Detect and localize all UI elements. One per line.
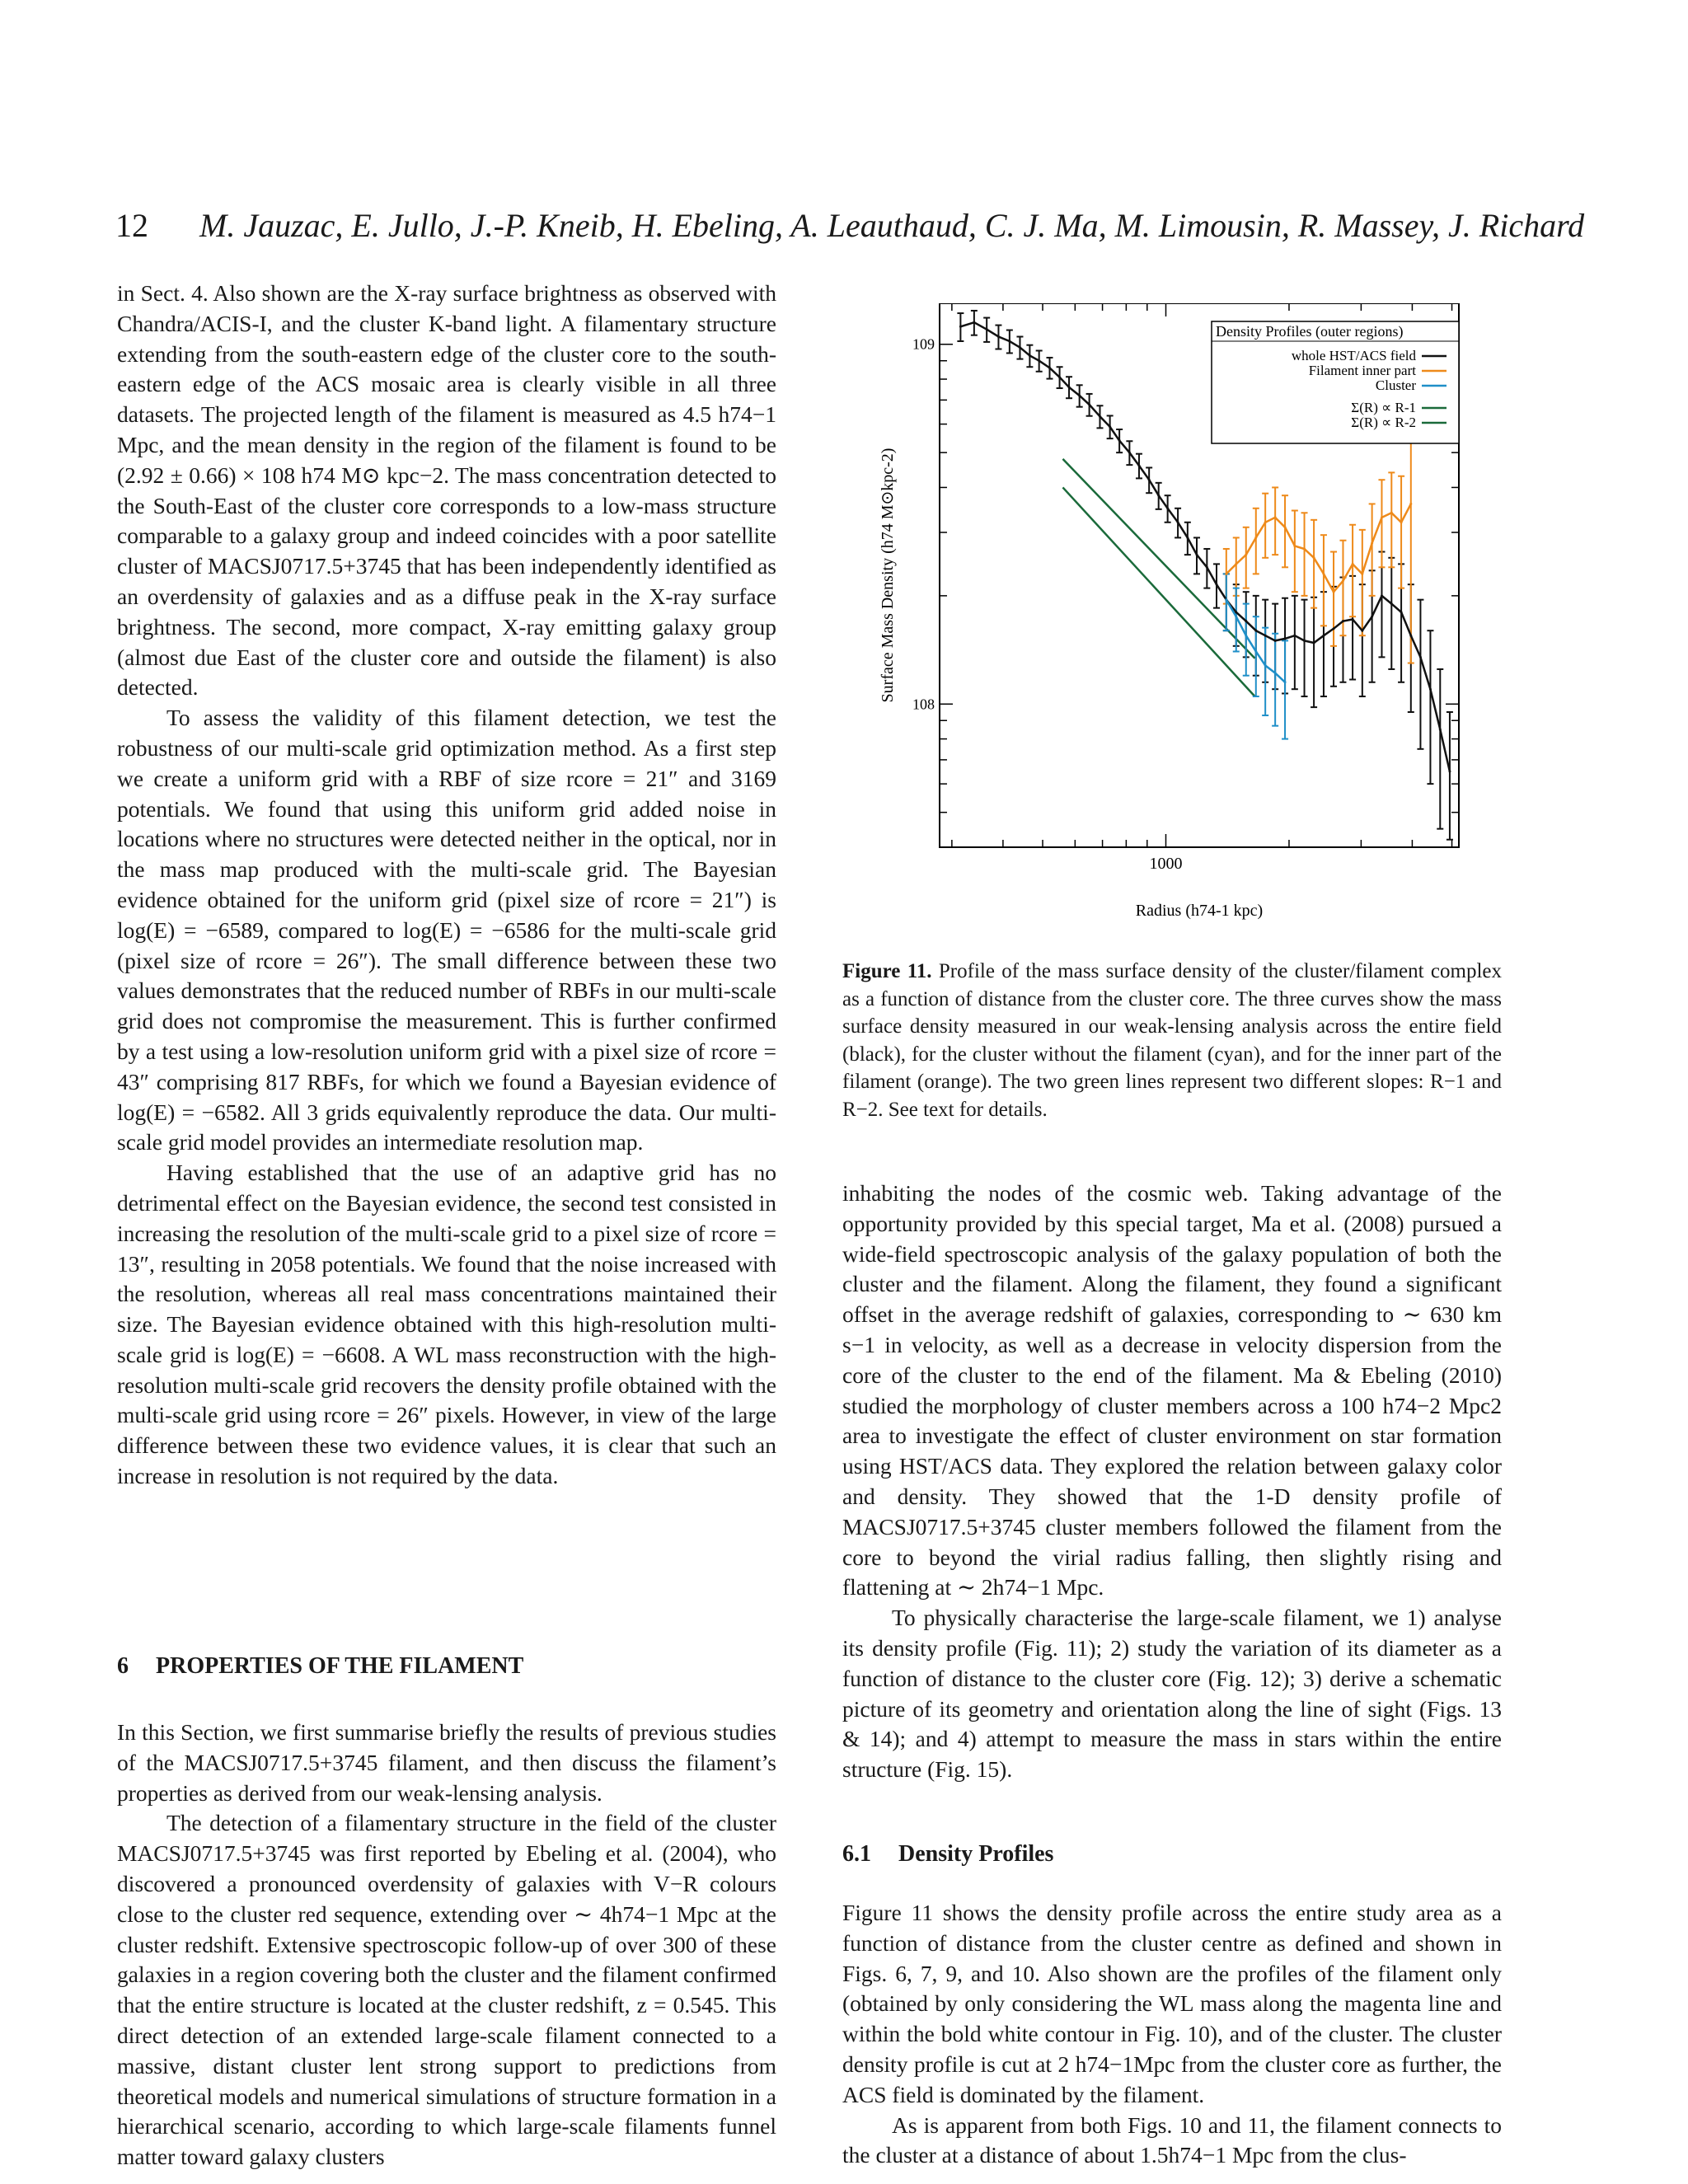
data-point <box>1148 479 1151 481</box>
data-point <box>1078 395 1081 397</box>
right-column-upper <box>842 1179 1502 1785</box>
data-point <box>1254 630 1257 632</box>
caption-text: Profile of the mass surface density of the cluster/filament complex as a function of distance from the cluster core. The three curves show the mass surface density measured in our weak-lensing analysis across the entire field (black), for the cluster without the filament (cyan), and for the inner part of the filament (orange). The two green lines represent two different slopes: R−1 and R−2. See text for details. <box>842 960 1503 1121</box>
y-axis-label: Surface Mass Density (h74 M⊙kpc-2) <box>879 448 897 703</box>
paragraph: As is apparent from both Figs. 10 and 11, the filament connects to the cluster at a distance of about 1.5h74−1 Mpc from the clus- <box>842 2111 1502 2168</box>
data-point <box>1264 521 1267 523</box>
data-point <box>1274 640 1277 642</box>
subsection-number: 6.1 <box>842 1841 871 1867</box>
y-tick-label: 108 <box>912 696 935 713</box>
data-point <box>1429 688 1432 691</box>
data-point <box>1322 573 1325 575</box>
data-point <box>1245 620 1247 622</box>
data-point <box>1058 376 1061 378</box>
data-point <box>1333 591 1335 593</box>
section-heading <box>117 1653 523 1680</box>
data-point <box>1245 635 1247 637</box>
data-point <box>1409 503 1412 505</box>
paragraph: To physically characterise the large-scale filament, we 1) analyse its density profile (Fig. 11); 2) study the variation of its diameter as a function of distance to the cluster core (Fig. 12); 3) derive a schematic picture of its geometry and orientation along the line of sight (Figs. 13 & 14); and 4) attempt to measure the mass in stars within the entire structure (Fig. 15). <box>842 1605 1502 1783</box>
data-point <box>1419 656 1422 658</box>
data-point <box>1029 354 1031 357</box>
data-point <box>1361 573 1363 575</box>
data-point <box>1254 650 1257 653</box>
data-point <box>1381 594 1383 597</box>
data-point <box>1284 637 1287 640</box>
data-point <box>1303 640 1306 642</box>
paragraph: in Sect. 4. Also shown are the X-ray surface brightness as observed with Chandra/ACIS-I, and the cluster K-band light. A filamentary structure extending from the south-eastern edge of the cluster core to the south-eastern edge of the ACS mosaic area is clearly visible in all three datasets. The projected length of the filament is measured as 4.5 h74−1 Mpc, and the mean density in the region of the filament is found to be (2.92 ± 0.66) × 108 h74 M⊙ kpc−2. The mass concentration detected to the South-East of the cluster core corresponds to a low-mass structure comparable to a galaxy group and indeed coincides with a poor satellite cluster of MACSJ0717.5+3745 that has been independently identified as an overdensity of galaxies and as a diffuse peak in the X-ray surface brightness. The second, more compact, X-ray emitting galaxy group (almost due East of the cluster core and outside the filament) is also detected. <box>117 280 776 701</box>
paragraph: Figure 11 shows the density profile across the entire study area as a function of distance from the cluster centre as defined and shown in Figs. 6, 7, 9, and 10. Also shown are the profiles of the filament only (obtained by only considering the WL mass along the magenta line and within the bold white contour in Fig. 10), and of the cluster. The cluster density profile is cut at 2 h74−1Mpc from the cluster core as further, the ACS field is dominated by the filament. <box>842 1900 1502 2107</box>
data-point <box>1225 598 1227 601</box>
figure-caption <box>842 958 1502 1124</box>
figure-11-chart <box>870 303 1504 930</box>
data-point <box>1215 583 1217 586</box>
data-point <box>1068 386 1071 388</box>
legend-title: Density Profiles (outer regions) <box>1216 323 1404 340</box>
left-column-lower <box>117 1718 776 2172</box>
paragraph: In this Section, we first summarise briefly the results of previous studies of the MACSJ0717.5+3745 filament, and then discuss the filament’s properties as derived from our weak-lensing analysis. <box>117 1719 776 1806</box>
data-point <box>1390 512 1393 514</box>
data-point <box>1177 521 1179 523</box>
paragraph: Having established that the use of an adaptive grid has no detrimental effect on the Bayesian evidence, the second test consisted in increasing the resolution of the multi-scale grid to a pixel size of rcore = 13″, resulting in 2058 potentials. We found that the noise increased with the resolution, whereas all real mass concentrations maintained their size. The Bayesian evidence obtained with this high-resolution multi-scale grid is log(E) = −6608. A WL mass reconstruction with the high-resolution multi-scale grid recovers the density profile obtained with the multi-scale grid using rcore = 26″ pixels. However, in view of the large difference between these two evidence values, it is clear that such an increase in resolution is not required by the data. <box>117 1160 776 1489</box>
data-point <box>1361 630 1363 632</box>
density-profile-plot <box>870 303 1504 930</box>
data-point <box>1371 616 1373 618</box>
data-point <box>1235 563 1237 565</box>
data-point <box>1196 554 1198 556</box>
data-point <box>1333 627 1335 630</box>
running-authors: M. Jauzac, E. Jullo, J.-P. Kneib, H. Ebeling, A. Leauthaud, C. J. Ma, M. Limousin, R. Massey, J. Richard <box>199 207 1585 244</box>
legend-entry-filament: Filament inner part <box>1308 363 1416 378</box>
data-point <box>1128 452 1131 454</box>
data-point <box>1254 537 1257 539</box>
data-point <box>1342 620 1344 622</box>
paragraph: To assess the validity of this filament detection, we test the robustness of our multi-scale grid optimization method. As a first step we create a uniform grid with a RBF of size rcore = 21″ and 3169 potentials. We found that using this uniform grid added noise in locations where no structures were detected neither in the optical, nor in the mass map produced with the multi-scale grid. The Bayesian evidence obtained for the uniform grid (pixel size of rcore = 21″) is log(E) = −6589, compared to log(E) = −6586 for the multi-scale grid (pixel size of rcore = 26″). The small difference between these two values demonstrates that the reduced number of RBFs in our multi-scale grid does not compromise the measurement. This is further confirmed by a test using a low-resolution uniform grid with a pixel size of rcore = 43″ comprising 817 RBFs, for which we found a Bayesian evidence of log(E) = −6582. All 3 grids equivalently reproduce the data. Our multi-scale grid model provides an intermediate resolution map. <box>117 705 776 1155</box>
data-point <box>1088 403 1090 405</box>
data-point <box>1371 542 1373 545</box>
paragraph: The detection of a filamentary structure in the field of the cluster MACSJ0717.5+3745 was first reported by Ebeling et al. (2004), who discovered a pronounced overdensity of galaxies with V−R colours close to the cluster red sequence, extending over ∼ 4h74−1 Mpc at the cluster redshift. Extensive spectroscopic follow-up of over 300 of these galaxies in a region covering both the cluster and the filament confirmed that the entire structure is located at the cluster redshift, z = 0.545. This direct detection of an extended large-scale filament connected to a massive, distant cluster lent strong support to predictions from theoretical models and numerical simulations of structure formation in a hierarchical scenario, according to which large-scale filaments funnel matter toward galaxy clusters <box>117 1810 776 2170</box>
data-point <box>1206 566 1208 569</box>
data-point <box>1157 494 1160 497</box>
page-number: 12 <box>115 207 148 244</box>
caption-label: Figure 11. <box>842 960 932 982</box>
subsection-heading <box>842 1841 1053 1868</box>
right-column-lower <box>842 1898 1502 2171</box>
data-point <box>1390 602 1393 605</box>
paragraph: inhabiting the nodes of the cosmic web. Taking advantage of the opportunity provided by this special target, Ma et al. (2008) pursued a wide-field spectroscopic analysis of the galaxy population of both the cluster and the filament. Along the filament, they found a significant offset in the average redshift of galaxies, corresponding to ∼ 630 km s−1 in velocity, as well as a decrease in velocity dispersion from the core of the cluster to the end of the filament. Ma & Ebeling (2010) studied the morphology of cluster members across a 100 h74−2 Mpc2 area to investigate the effect of cluster environment on star formation using HST/ACS data. They explored the relation between galaxy color and density. They showed that the 1-D density profile of MACSJ0717.5+3745 cluster members followed the filament from the core to beyond the virial radius falling, then slightly rising and flattening at ∼ 2h74−1 Mpc. <box>842 1180 1502 1601</box>
data-point <box>1400 611 1403 613</box>
data-point <box>1284 526 1287 528</box>
data-point <box>1118 439 1121 442</box>
data-point <box>1038 359 1040 362</box>
series-line <box>1226 504 1411 592</box>
x-tick-label: 1000 <box>1149 855 1183 873</box>
left-column-upper <box>117 279 776 1492</box>
subsection-title: Density Profiles <box>898 1841 1054 1867</box>
data-point <box>1409 635 1412 637</box>
data-point <box>1264 664 1267 667</box>
data-point <box>1109 425 1111 428</box>
data-point <box>1313 556 1315 559</box>
legend-entry-slope-1: Σ(R) ∝ R-1 <box>1351 400 1416 415</box>
data-point <box>1352 618 1354 621</box>
data-point <box>1137 464 1140 466</box>
data-point <box>1274 672 1277 674</box>
section-title: PROPERTIES OF THE FILAMENT <box>156 1653 524 1679</box>
legend-entry-cluster: Cluster <box>1375 377 1416 393</box>
data-point <box>1448 770 1451 772</box>
y-tick-label: 109 <box>912 335 935 353</box>
data-point <box>1313 641 1315 644</box>
data-point <box>1342 579 1344 582</box>
data-point <box>1019 346 1021 349</box>
legend-entry-whole: whole HST/ACS field <box>1291 348 1416 363</box>
data-point <box>1293 545 1296 547</box>
page-header <box>115 206 1585 255</box>
data-point <box>1400 521 1403 523</box>
data-point <box>1303 547 1306 550</box>
data-point <box>997 335 1000 338</box>
data-point <box>986 328 988 330</box>
data-point <box>1235 616 1237 618</box>
data-point <box>959 326 962 328</box>
data-point <box>1186 537 1189 539</box>
data-point <box>1008 340 1010 342</box>
data-point <box>1284 681 1287 683</box>
data-point <box>1048 367 1051 369</box>
data-point <box>1225 573 1227 575</box>
data-point <box>1293 635 1296 637</box>
data-point <box>1235 611 1237 613</box>
data-point <box>1352 563 1354 565</box>
data-point <box>1439 729 1442 731</box>
data-point <box>1264 635 1267 637</box>
section-number: 6 <box>117 1653 129 1679</box>
legend-entry-slope-2: Σ(R) ∝ R-2 <box>1351 415 1416 430</box>
data-point <box>973 321 975 324</box>
data-point <box>1099 415 1101 418</box>
data-point <box>1166 507 1169 509</box>
data-point <box>1274 516 1277 518</box>
data-point <box>1381 516 1383 518</box>
legend-box <box>1212 321 1459 443</box>
x-axis-label: Radius (h74-1 kpc) <box>1135 902 1264 920</box>
data-point <box>1322 635 1325 637</box>
data-point <box>1245 554 1247 556</box>
legend <box>1212 321 1459 443</box>
